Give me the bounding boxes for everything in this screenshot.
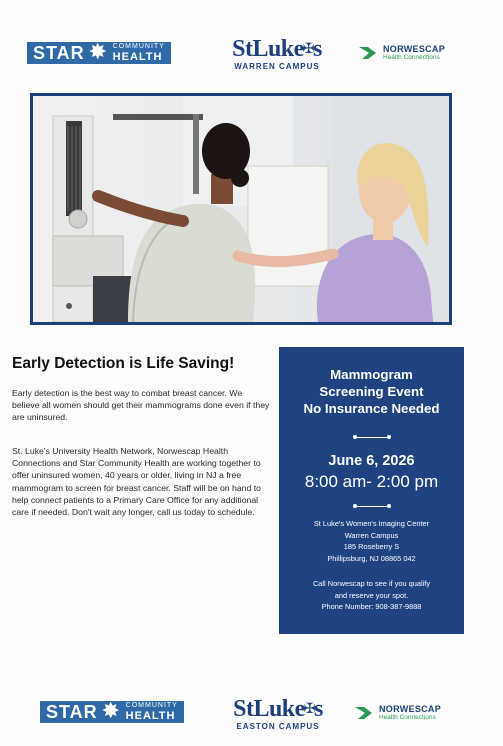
norwescap-name: NORWESCAP [379,704,442,714]
event-panel [279,347,464,634]
event-title-line3: No Insurance Needed [303,401,440,416]
star-community-health-logo-footer [40,701,184,723]
event-title-line2: Screening Event [319,384,424,399]
cross-icon: ✠ [303,701,316,717]
norwescap-logo [358,44,445,62]
mammogram-illustration [33,96,449,322]
star-burst-icon: ✸ [101,699,120,724]
mammogram-photo [30,93,452,325]
norwescap-arrow-icon [358,45,378,61]
norwescap-tagline: Health Connections [383,54,440,61]
star-logo-line1: COMMUNITY [112,43,165,50]
norwescap-arrow-icon [354,705,374,721]
event-date: June 6, 2026 [328,453,415,469]
event-location: St Luke's Women's Imaging Center Warren Campus 185 Roseberry S Phillipsburg, NJ 08865 042 [313,519,430,563]
norwescap-name: NORWESCAP [383,44,446,54]
norwescap-tagline: Health Connections [379,714,436,721]
st-lukes-logo-footer: StLuke✠s EASTON CAMPUS [223,696,333,732]
norwescap-logo-footer [354,704,441,722]
divider [279,433,464,441]
cross-icon: ✠ [302,41,315,57]
star-logo-line2: HEALTH [112,51,163,63]
campus-label: WARREN CAMPUS [234,62,320,71]
star-burst-icon: ✸ [88,40,107,65]
star-logo-line1: COMMUNITY [125,702,178,709]
event-title-line1: Mammogram [330,367,413,382]
star-logo-word: STAR [40,701,100,723]
details-paragraph: St. Luke's University Health Network, Norwescap Health Connections and Star Community Health are working together to offer uninsured women, 40 years or older, living in NJ a free mammogram to screen for breast cancer. Staff will be on hand to help connect patients to a Primary Care Office for any additional care if needed. Don't wait any longer, call us today to schedule. [12,446,262,518]
star-logo-word: STAR [27,42,87,64]
divider [279,502,464,510]
st-lukes-logo: StLuke✠s WARREN CAMPUS [222,36,332,72]
campus-label: EASTON CAMPUS [236,722,320,731]
event-time: 8:00 am- 2:00 pm [304,472,439,491]
phone-number: Phone Number: 908-387-9888 [321,602,422,611]
intro-paragraph: Early detection is the best way to combat breast cancer. We believe all women should get their mammograms done even if they are uninsured. [12,388,270,423]
event-call-to-action: Call Norwescap to see if you qualify and reserve your spot. Phone Number: 908-387-9888 [279,578,464,613]
headline: Early Detection is Life Saving! [12,355,235,372]
star-logo-line2: HEALTH [125,710,176,722]
star-community-health-logo [27,42,171,64]
